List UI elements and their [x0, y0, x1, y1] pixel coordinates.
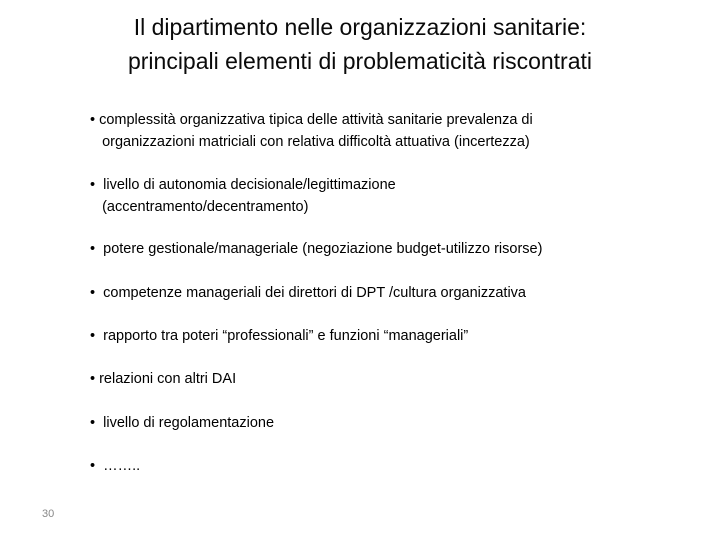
bullet-text: • complessità organizzativa tipica delle attività sanitarie prevalenza di	[90, 112, 533, 128]
bullet-item	[90, 455, 140, 477]
slide-title-line-2: principali elementi di problematicità riscontrati	[127, 48, 593, 74]
bullet-text: • relazioni con altri DAI	[90, 371, 237, 387]
slide-title-line-1: Il dipartimento nelle organizzazioni sanitarie:	[133, 14, 587, 40]
bullet-text: • livello di regolamentazione	[90, 415, 275, 431]
bullet-item	[90, 325, 468, 347]
bullet-text-continuation: organizzazioni matriciali con relativa difficoltà attuativa (incertezza)	[90, 134, 530, 150]
bullet-item	[90, 282, 526, 304]
bullet-text: • ……..	[90, 458, 141, 474]
bullet-text: • potere gestionale/manageriale (negoziazione budget-utilizzo risorse)	[90, 241, 543, 257]
bullet-text: • competenze manageriali dei direttori di DPT /cultura organizzativa	[90, 285, 526, 301]
bullet-item	[90, 368, 236, 390]
page-number: 30	[42, 508, 55, 520]
slide-title	[40, 10, 680, 78]
bullet-item	[90, 238, 542, 260]
bullet-item	[90, 412, 274, 434]
bullet-text-continuation: (accentramento/decentramento)	[90, 199, 309, 215]
bullet-text: • rapporto tra poteri “professionali” e funzioni “manageriali”	[90, 328, 469, 344]
bullet-text: • livello di autonomia decisionale/legittimazione	[90, 177, 396, 193]
bullet-item	[90, 174, 396, 218]
bullet-item	[90, 109, 533, 153]
